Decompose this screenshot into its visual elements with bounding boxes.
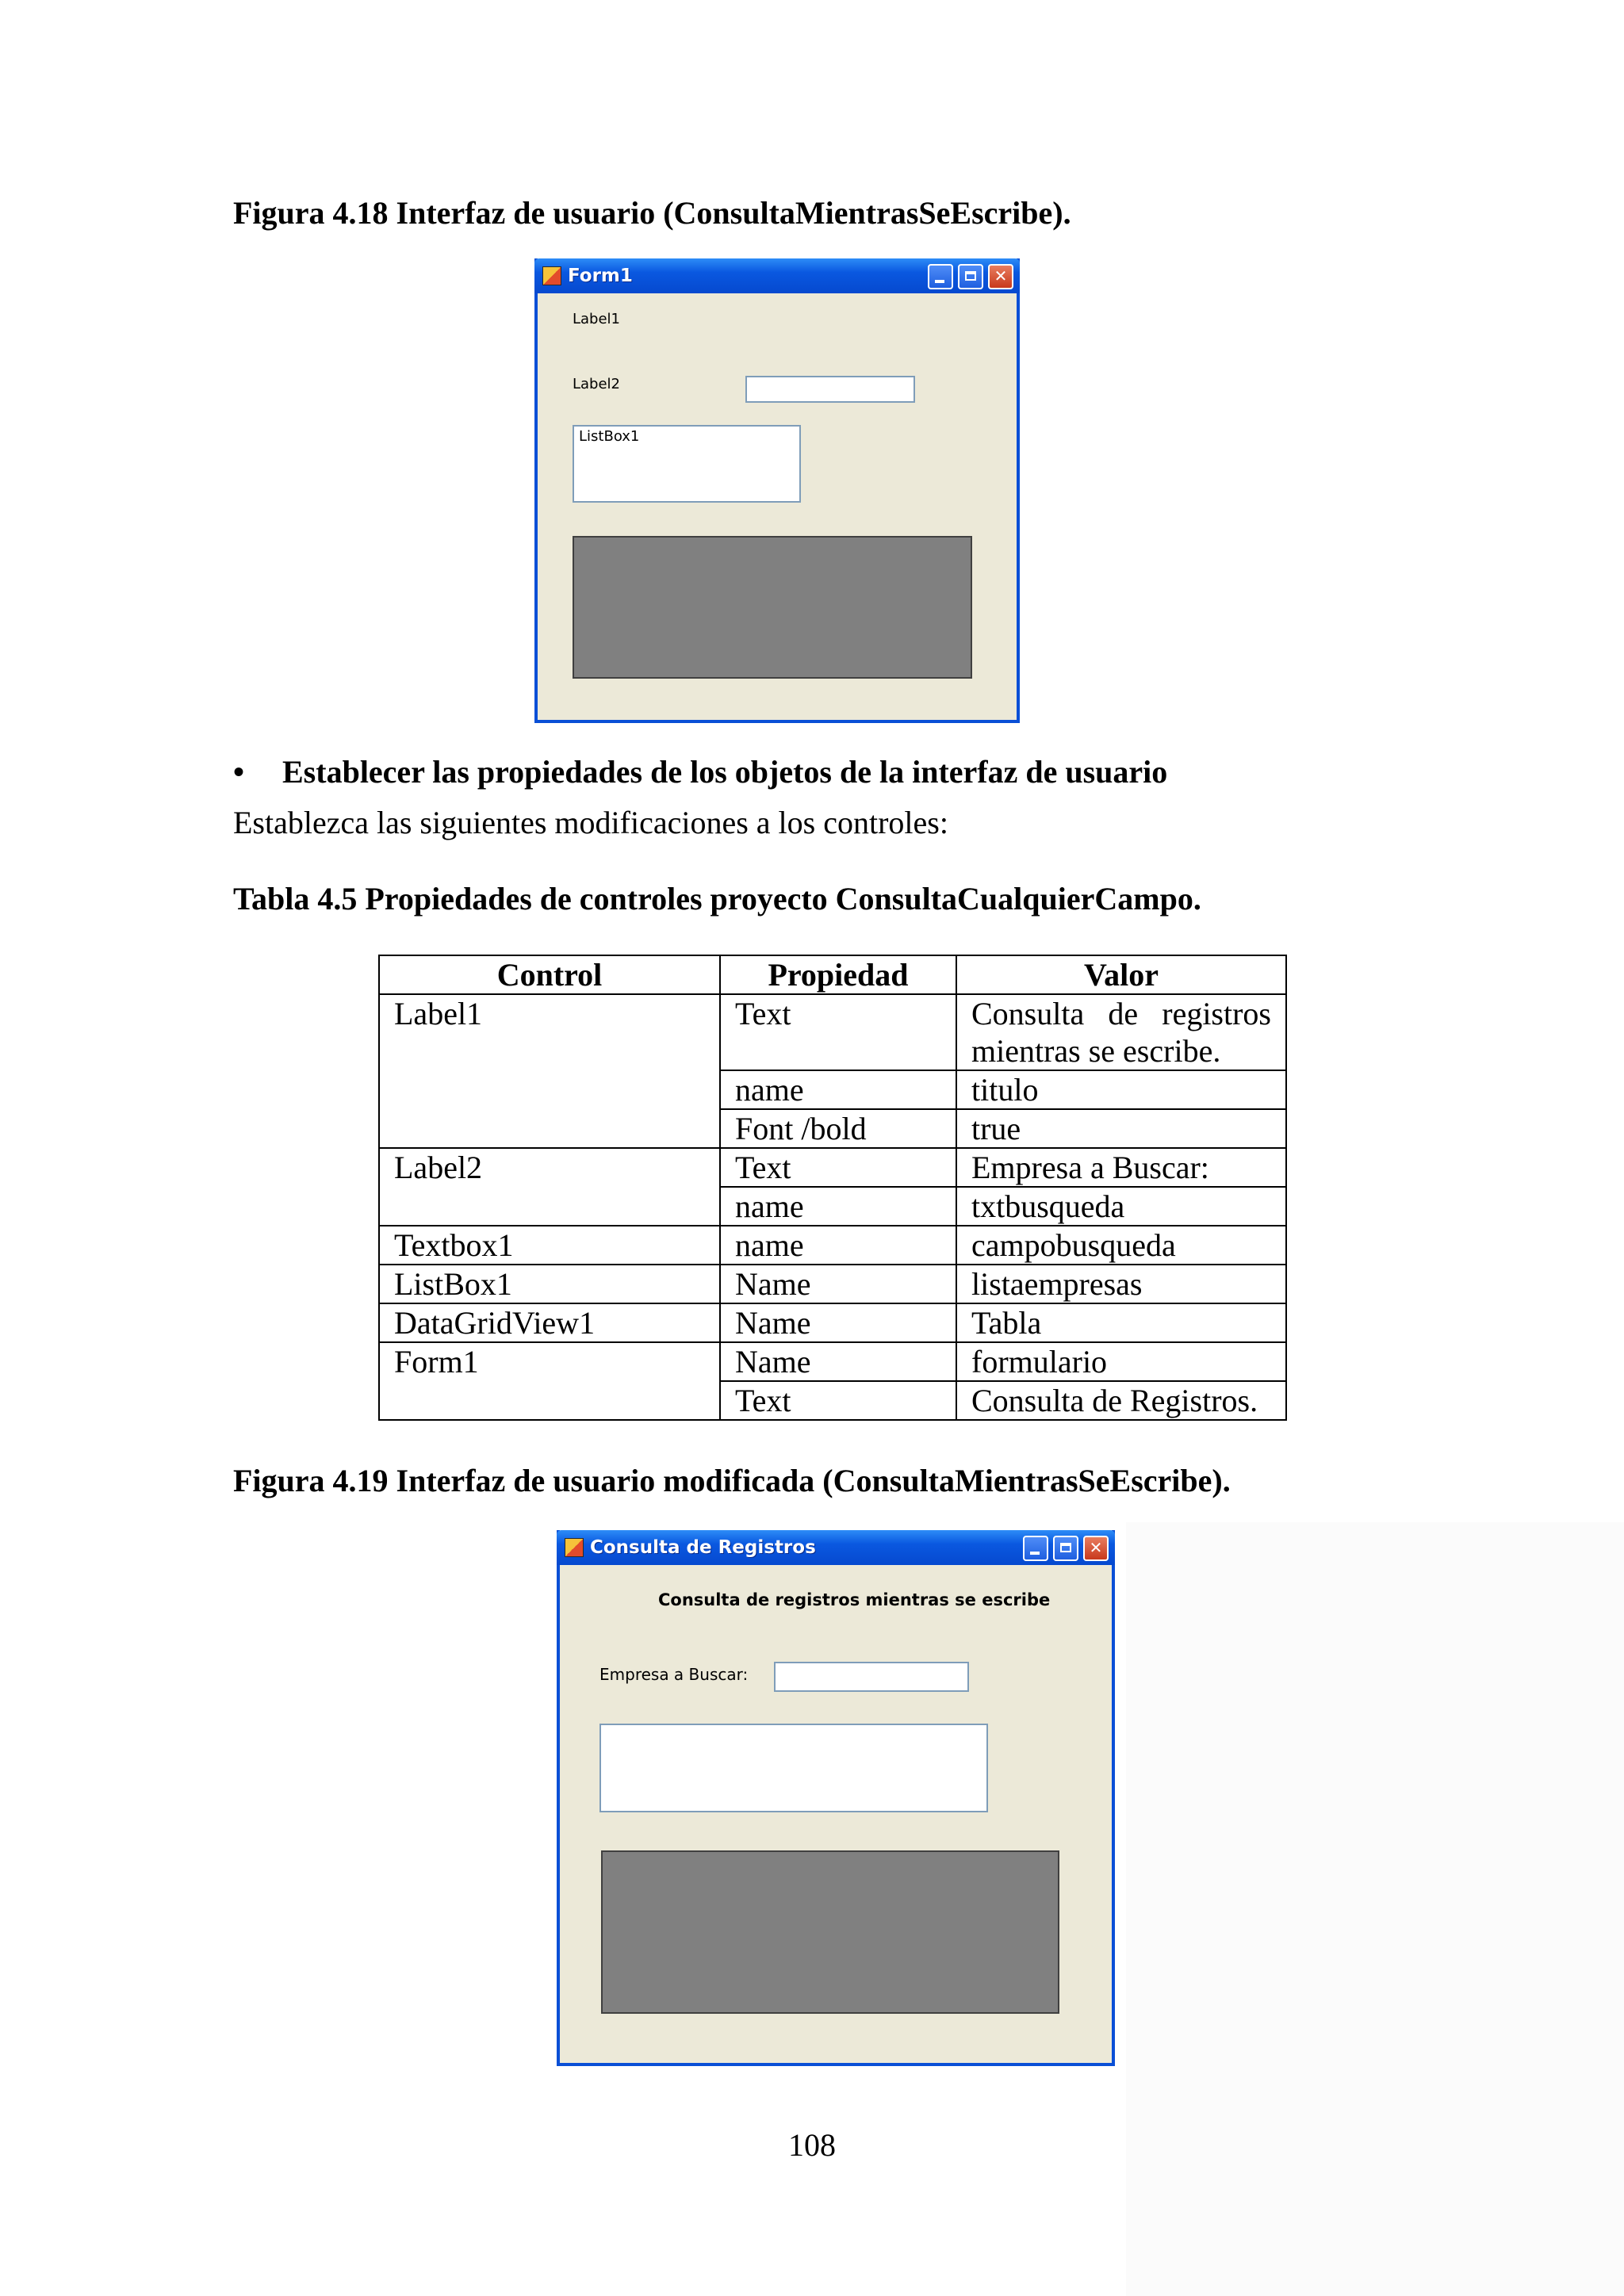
cell-propiedad: Text bbox=[720, 1148, 956, 1187]
section-intro: Establezca las siguientes modificaciones a los controles: bbox=[233, 805, 948, 840]
table-header-row bbox=[379, 955, 1286, 994]
listaempresas-listbox[interactable] bbox=[599, 1724, 988, 1812]
bullet: • bbox=[233, 754, 245, 790]
cell-propiedad: name bbox=[720, 1226, 956, 1265]
window-titlebar[interactable] bbox=[557, 1530, 1115, 1565]
window-title: Consulta de Registros bbox=[590, 1537, 816, 1558]
cell-valor: txtbusqueda bbox=[956, 1187, 1286, 1226]
close-icon[interactable]: ✕ bbox=[988, 264, 1013, 289]
header-valor: Valor bbox=[956, 955, 1286, 994]
cell-control: DataGridView1 bbox=[379, 1303, 720, 1342]
properties-table bbox=[378, 955, 1287, 1421]
form1-window bbox=[534, 258, 1020, 723]
txtbusqueda-label: Empresa a Buscar: bbox=[599, 1665, 749, 1684]
header-control: Control bbox=[379, 955, 720, 994]
close-icon[interactable]: ✕ bbox=[1083, 1536, 1109, 1561]
cell-control: Label2 bbox=[379, 1148, 720, 1226]
table-caption-4-5: Tabla 4.5 Propiedades de controles proyecto ConsultaCualquierCampo. bbox=[233, 881, 1201, 916]
label1: Label1 bbox=[573, 311, 621, 327]
table-row bbox=[379, 1342, 1286, 1381]
cell-valor: formulario bbox=[956, 1342, 1286, 1381]
app-icon bbox=[565, 1538, 584, 1557]
cell-propiedad: name bbox=[720, 1070, 956, 1109]
cell-valor: true bbox=[956, 1109, 1286, 1148]
consulta-window bbox=[557, 1530, 1115, 2066]
cell-control: Label1 bbox=[379, 994, 720, 1148]
cell-valor: campobusqueda bbox=[956, 1226, 1286, 1265]
figure-caption-4-18: Figura 4.18 Interfaz de usuario (ConsultaMientrasSeEscribe). bbox=[233, 195, 1071, 231]
cell-valor: Consulta de Registros. bbox=[956, 1381, 1286, 1420]
textbox1[interactable] bbox=[745, 376, 915, 403]
titulo-label: Consulta de registros mientras se escribe bbox=[658, 1590, 1051, 1609]
label2: Label2 bbox=[573, 376, 621, 392]
cell-valor: Tabla bbox=[956, 1303, 1286, 1342]
window-titlebar[interactable] bbox=[534, 258, 1020, 293]
window-title: Form1 bbox=[568, 266, 633, 286]
app-icon bbox=[542, 266, 561, 285]
cell-propiedad: Font /bold bbox=[720, 1109, 956, 1148]
datagridview1[interactable] bbox=[573, 536, 972, 679]
table-row bbox=[379, 994, 1286, 1070]
maximize-icon[interactable] bbox=[1053, 1536, 1078, 1561]
table-row bbox=[379, 1148, 1286, 1187]
cell-propiedad: Name bbox=[720, 1342, 956, 1381]
cell-propiedad: Name bbox=[720, 1303, 956, 1342]
cell-valor: titulo bbox=[956, 1070, 1286, 1109]
cell-propiedad: Text bbox=[720, 1381, 956, 1420]
section-heading bbox=[233, 753, 1167, 790]
campobusqueda-input[interactable] bbox=[774, 1662, 969, 1692]
cell-valor: Empresa a Buscar: bbox=[956, 1148, 1286, 1187]
table-row bbox=[379, 1265, 1286, 1303]
listbox1[interactable] bbox=[573, 425, 801, 503]
section-heading-text: Establecer las propiedades de los objetos de la interfaz de usuario bbox=[282, 754, 1168, 790]
table-row bbox=[379, 1226, 1286, 1265]
cell-propiedad: Name bbox=[720, 1265, 956, 1303]
maximize-icon[interactable] bbox=[958, 264, 983, 289]
minimize-icon[interactable] bbox=[928, 264, 953, 289]
cell-control: ListBox1 bbox=[379, 1265, 720, 1303]
table-row bbox=[379, 1303, 1286, 1342]
page-number: 108 bbox=[788, 2127, 836, 2163]
cell-propiedad: name bbox=[720, 1187, 956, 1226]
page-background-shade bbox=[1126, 1522, 1624, 2296]
cell-propiedad: Text bbox=[720, 994, 956, 1070]
cell-control: Textbox1 bbox=[379, 1226, 720, 1265]
cell-valor: listaempresas bbox=[956, 1265, 1286, 1303]
tabla-datagridview[interactable] bbox=[601, 1850, 1059, 2014]
cell-valor: Consulta de registros mientras se escribe. bbox=[956, 994, 1286, 1070]
figure-caption-4-19: Figura 4.19 Interfaz de usuario modificada (ConsultaMientrasSeEscribe). bbox=[233, 1463, 1231, 1498]
header-propiedad: Propiedad bbox=[720, 955, 956, 994]
listbox1-text: ListBox1 bbox=[579, 428, 640, 445]
minimize-icon[interactable] bbox=[1023, 1536, 1048, 1561]
cell-control: Form1 bbox=[379, 1342, 720, 1420]
